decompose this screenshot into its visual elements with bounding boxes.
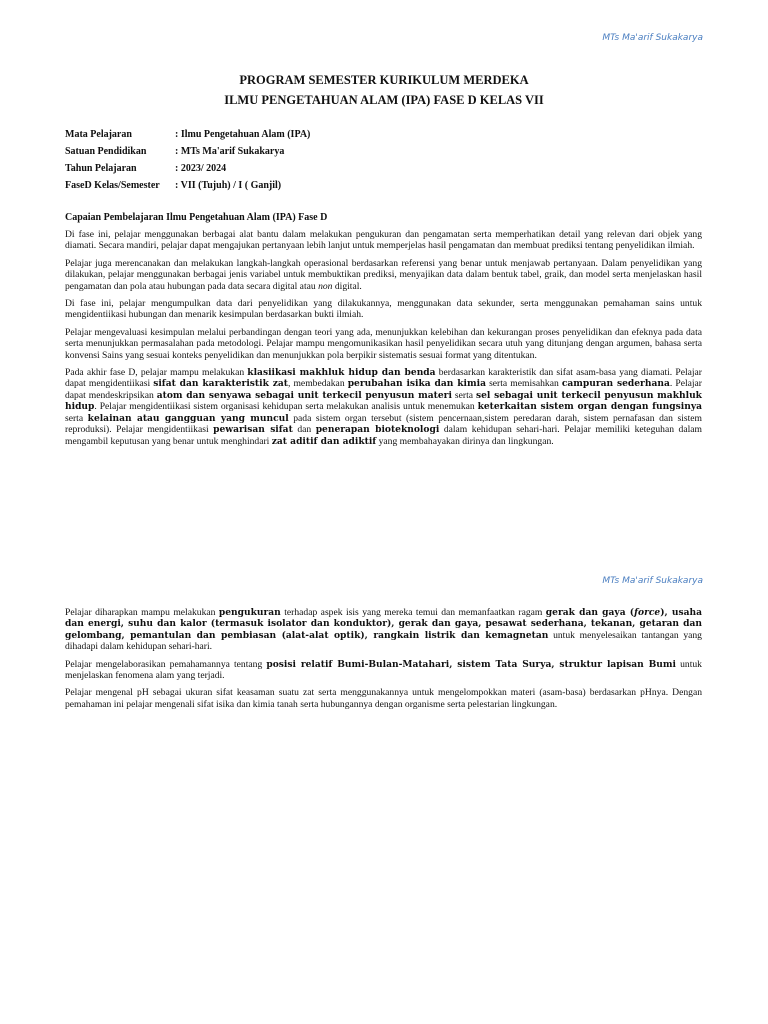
meta-row — [65, 143, 310, 160]
paragraph: Pelajar juga merencanakan dan melakukan langkah-langkah operasional berdasarkan referensi yang benar untuk menjawab pertanyaan. Dalam penyelidikan yang dilakukan, pelajar menggunakan berbagai jenis variabel untuk membuktikan prediksi, menyajikan data dalam bentuk tabel, graik, dan model serta menjelaskan hasil pengamatan dan pola atau hubungan pada data secara digital atau non digital. — [65, 257, 702, 292]
paragraph: Pelajar mengenal pH sebagai ukuran sifat keasaman suatu zat serta menggunakannya untuk mengelompokkan materi (asam-basa) berdasarkan pHnya. Dengan pemahaman ini pelajar mengenali sifat isika dan kimia tanah serta hubungannya dengan organisme serta pelestarian lingkungan. — [65, 687, 702, 710]
meta-row — [65, 177, 310, 194]
title-line-2: ILMU PENGETAHUAN ALAM (IPA) FASE D KELAS VII — [224, 93, 544, 107]
title-line-1: PROGRAM SEMESTER KURIKULUM MERDEKA — [239, 73, 529, 87]
meta-row — [65, 126, 310, 143]
meta-row — [65, 160, 310, 177]
paragraph: Pelajar mengelaborasikan pemahamannya tentang posisi relatif Bumi-Bulan-Matahari, sistem Tata Surya, struktur lapisan Bumi untuk menjelaskan fenomena alam yang terjadi. — [65, 658, 702, 682]
meta-label: Tahun Pelajaran — [65, 163, 137, 174]
paragraph: Pelajar mengevaluasi kesimpulan melalui perbandingan dengan teori yang ada, menunjukkan kelebihan dan kekurangan proses penyelidikan dan efeknya pada data serta menunjukkan permasalahan pada metodologi. Pelajar mampu mengomunikasikan hasil penyelidikan secara utuh yang ditunjang dengan argumen, bahasa serta konvensi Sains yang sesuai konteks penyelidikan dan menunjukkan pola berpikir sistematis sesuai format yang ditentukan. — [65, 326, 702, 361]
page-1-body — [65, 229, 702, 453]
meta-value: : Ilmu Pengetahuan Alam (IPA) — [175, 129, 311, 140]
paragraph: Pelajar diharapkan mampu melakukan pengukuran terhadap aspek isis yang mereka temui dan memanfaatkan ragam gerak dan gaya (force), usaha dan energi, suhu dan kalor (termasuk isolator dan konduktor), gerak dan gaya, pesawat sederhana, tekanan, getaran dan gelombang, pemantulan dan pembiasan (alat-alat optik), rangkain listrik dan kemagnetan untuk menyelesaikan tantangan yang dihadapi dalam kehidupan sehari-hari. — [65, 607, 703, 653]
section-title: Capaian Pembelajaran Ilmu Pengetahuan Alam (IPA) Fase D — [65, 212, 328, 223]
paragraph: Di fase ini, pelajar mengumpulkan data dari penyelidikan yang dilakukannya, menggunakan data sekunder, serta menggunakan pemahaman sains untuk mengidentiikasi hubungan dan menarik kesimpulan berdasarkan bukti ilmiah. — [65, 298, 702, 321]
meta-label: FaseD Kelas/Semester — [65, 180, 160, 191]
meta-value: : MTs Ma'arif Sukakarya — [175, 146, 285, 157]
document-title — [0, 70, 768, 110]
meta-label: Satuan Pendidikan — [65, 146, 147, 157]
page-header-school: MTs Ma'arif Sukakarya — [602, 576, 703, 586]
meta-label: Mata Pelajaran — [65, 129, 132, 140]
paragraph: Pada akhir fase D, pelajar mampu melakukan klasiikasi makhluk hidup dan benda berdasarkan karakteristik dan sifat asam-basa yang diamati. Pelajar dapat mengidentiikasi sifat dan karakteristik zat, membedakan perubahan isika dan kimia serta memisahkan campuran sederhana. Pelajar dapat mendeskripsikan atom dan senyawa sebagai unit terkecil penyusun materi serta sel sebagai unit terkecil penyusun makhluk hidup. Pelajar mengidentiikasi sistem organisasi kehidupan serta melakukan analisis untuk menemukan keterkaitan sistem organ dengan fungsinya serta kelainan atau gangguan yang muncul pada sistem organ tersebut (sistem pencernaan,sistem peredaran darah, sistem pernafasan dan sistem reproduksi). Pelajar mengidentiikasi pewarisan sifat dan penerapan bioteknologi dalam kehidupan sehari-hari. Pelajar memiliki keteguhan dalam mengambil keputusan yang benar untuk menghindari zat aditif dan adiktif yang membahayakan dirinya dan lingkungan. — [65, 367, 702, 447]
meta-value: : 2023/ 2024 — [175, 163, 227, 174]
page-header-school: MTs Ma'arif Sukakarya — [602, 33, 703, 43]
paragraph: Di fase ini, pelajar menggunakan berbagai alat bantu dalam melakukan pengukuran dan pengamatan serta memperhatikan detail yang relevan dari objek yang diamati. Secara mandiri, pelajar dapat mengajukan pertanyaan lebih lanjut untuk memperjelas hasil pengamatan dan membuat prediksi tentang penyelidikan ilmiah. — [65, 229, 702, 252]
meta-table — [65, 126, 310, 194]
page-2-body — [65, 607, 702, 716]
document-page-2 — [0, 560, 768, 1024]
meta-value: : VII (Tujuh) / I ( Ganjil) — [175, 180, 282, 191]
